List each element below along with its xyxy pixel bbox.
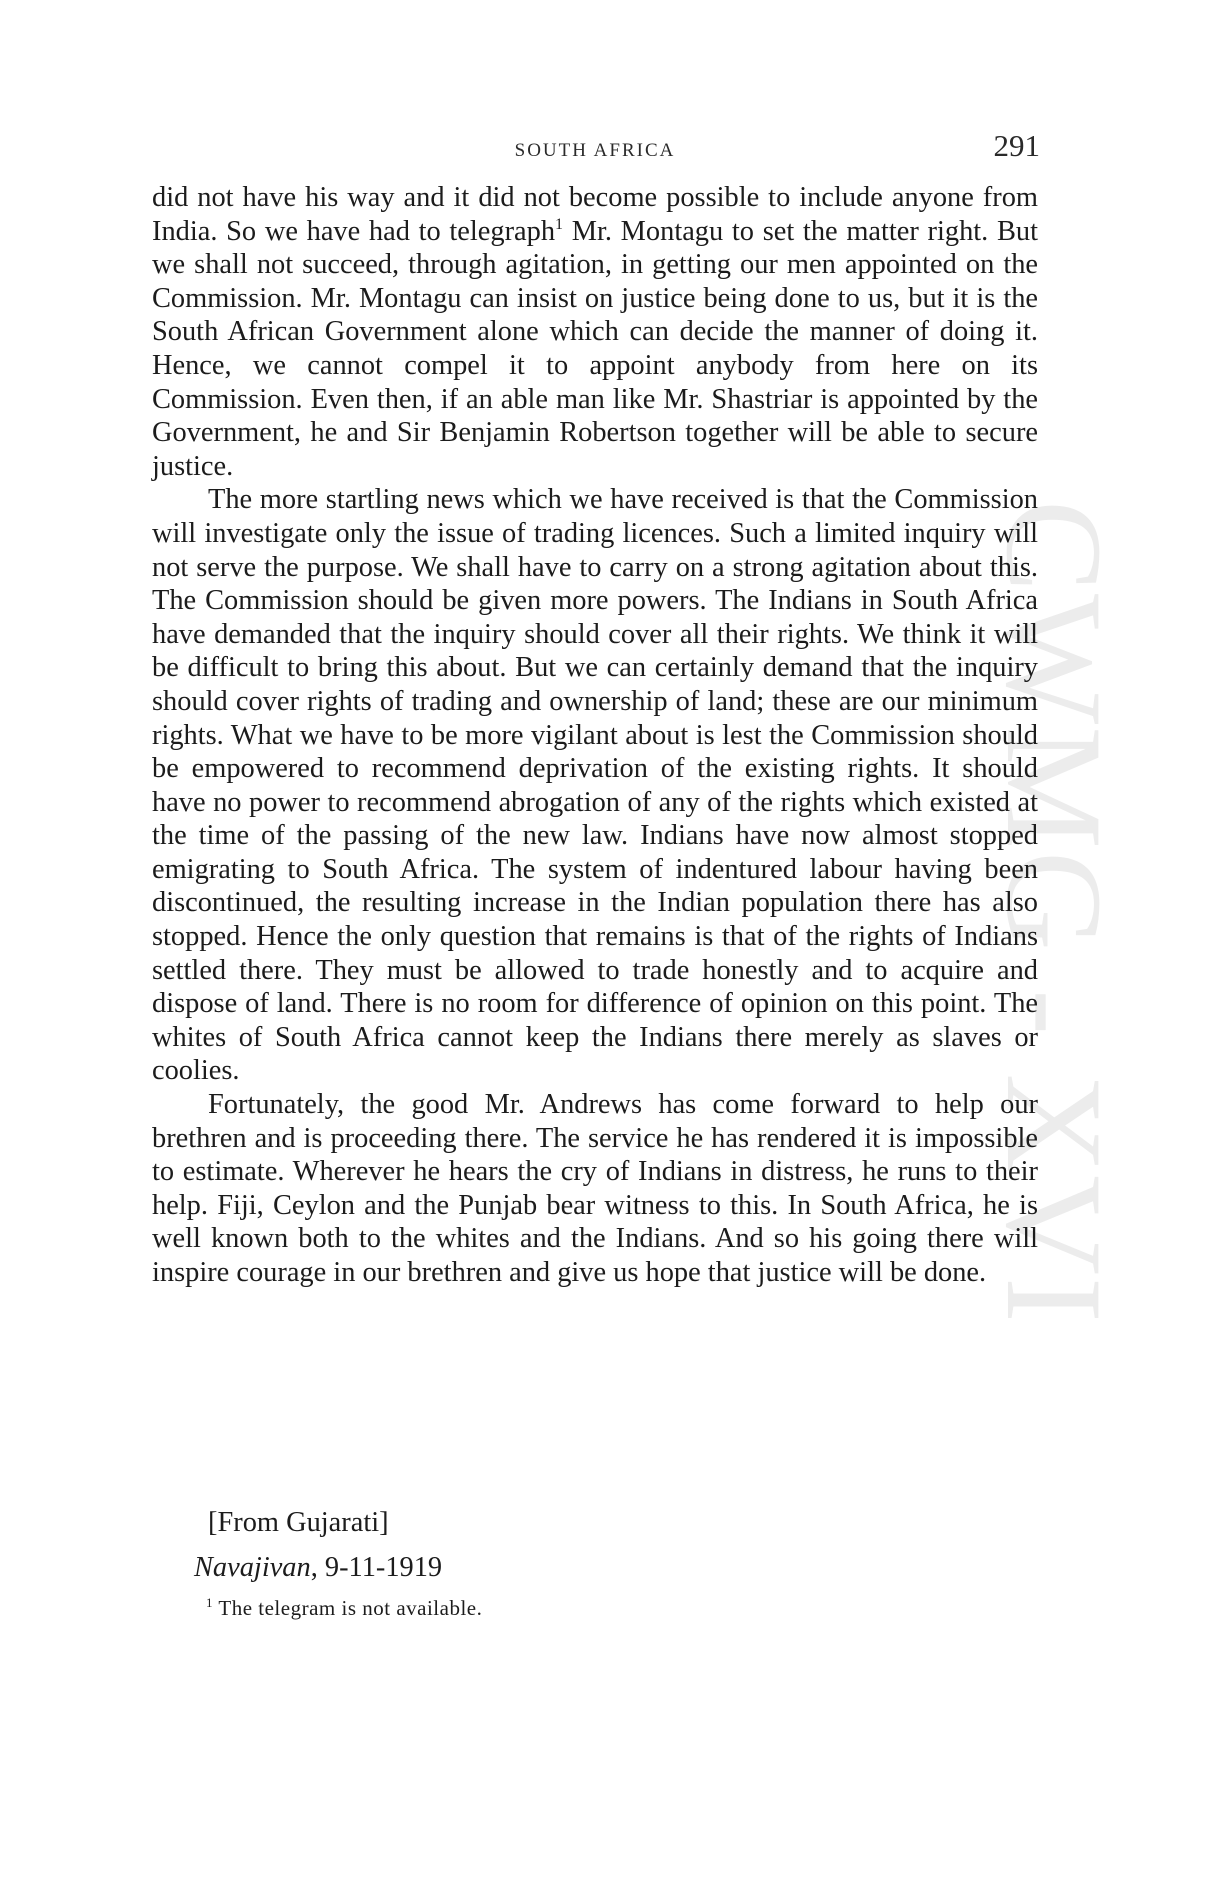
publication-name: Navajivan xyxy=(194,1552,311,1583)
paragraph-1-text-b: Mr. Montagu to set the matter right. But we shall not succeed, through agitation, in getting our men appointed on the Commission. Mr. Montagu can insist on justice being done to us, but it is the South African Government alone which can decide the manner of doing it. Hence, we cannot compel it to appoint anybody from here on its Commission. Even then, if an able man like Mr. Shastriar is appointed by the Government, he and Sir Benjamin Robertson together will be able to secure justice. xyxy=(152,215,1038,482)
paragraph-3: Fortunately, the good Mr. Andrews has come forward to help our brethren and is proceeding there. The service he has rendered it is impossible to estimate. Wherever he hears the cry of Indians in distress, he runs to their help. Fiji, Ceylon and the Punjab bear witness to this. In South Africa, he is well known both to the whites and the Indians. And so his going there will inspire courage in our brethren and give us hope that justice will be done. xyxy=(152,1089,1038,1288)
paragraph-1-text-a: did not have his way and it did not become possible to include anyone from India. So we have had to telegraph xyxy=(152,182,1038,247)
source-language: [From Gujarati] xyxy=(208,1507,389,1538)
source-citation xyxy=(194,1545,442,1590)
page-number: 291 xyxy=(993,128,1040,163)
footnote xyxy=(206,1596,482,1621)
publication-date: , 9-11-1919 xyxy=(310,1552,443,1583)
body-text xyxy=(152,181,1038,1290)
footnote-text: The telegram is not available. xyxy=(218,1596,483,1620)
source-block xyxy=(194,1500,443,1590)
paragraph-2: The more startling news which we have received is that the Commission will investigate only the issue of trading licences. Such a limited inquiry will not serve the purpose. We shall have to carry on a strong agitation about this. The Commission should be given more powers. The Indians in South Africa have demanded that the inquiry should cover all their rights. We think it will be difficult to bring this about. But we can certainly demand that the inquiry should cover rights of trading and ownership of land; these are our minimum rights. What we have to be more vigilant about is lest the Commission should be empowered to recommend deprivation of the existing rights. It should have no power to recommend abrogation of any of the rights which existed at the time of the passing of the new law. Indians have now almost stopped emigrating to South Africa. The system of indentured labour having been discontinued, the resulting increase in the Indian population there has also stopped. Hence the only question that remains is that of the rights of Indians settled there. They must be allowed to trade honestly and to acquire and dispose of land. There is no room for difference of opinion on this point. The whites of South Africa cannot keep the Indians there merely as slaves or coolies. xyxy=(152,484,1038,1087)
running-title: SOUTH AFRICA xyxy=(514,140,676,161)
paragraph-1 xyxy=(152,181,1038,483)
watermark-text: CWMG - XVI xyxy=(978,500,1131,1325)
footnote-marker: 1 xyxy=(206,1595,213,1610)
running-header xyxy=(150,128,1040,168)
footnote-reference: 1 xyxy=(555,215,564,233)
